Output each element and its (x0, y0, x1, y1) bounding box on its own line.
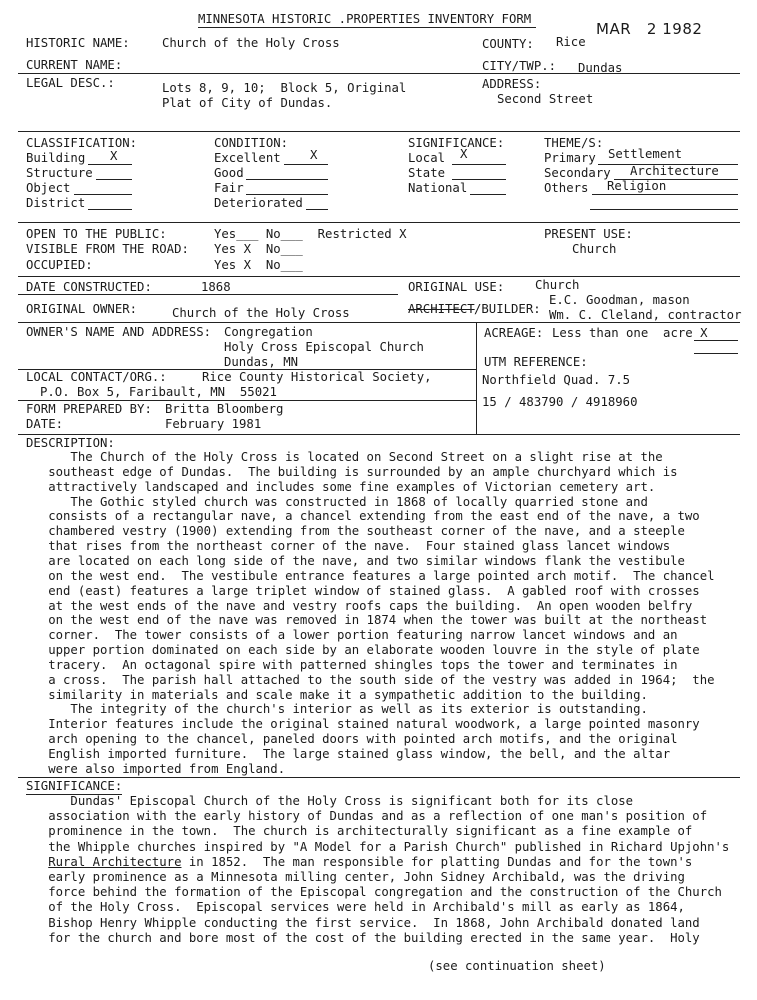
description-line: Interior features include the original stained natural woodwork, a large pointed masonry (26, 717, 700, 732)
occupied-value: Yes X No___ (214, 258, 303, 272)
blank-line (96, 179, 132, 180)
prepared-by-value: Britta Bloomberg (165, 402, 284, 416)
description-line: similarity in materials and scale make it a sympathetic addition to the building. (26, 687, 648, 702)
acreage-value: Less than one acre X (552, 326, 708, 340)
local-contact-line1: Rice County Historical Society, (202, 370, 432, 384)
historic-name-label: HISTORIC NAME: (26, 36, 130, 50)
historic-name-value: Church of the Holy Cross (162, 36, 340, 50)
blank-line (88, 164, 132, 165)
date-constructed-label: DATE CONSTRUCTED: (26, 280, 152, 294)
utm-quad: Northfield Quad. 7.5 (482, 373, 631, 387)
legal-desc-label: LEGAL DESC.: (26, 76, 115, 90)
divider (18, 400, 476, 401)
significance-line: early prominence as a Minnesota milling center, John Sidney Archibald, was the driving (26, 870, 685, 884)
divider (18, 276, 740, 277)
description-line: on the west end of the nave was removed in 1874 when the tower was built at the northeast (26, 613, 708, 628)
description-line: The integrity of the church's interior as well as its exterior is outstanding. (26, 702, 648, 717)
significance-label: SIGNIFICANCE: (26, 779, 123, 793)
secondary-theme-value: Architecture (630, 164, 719, 178)
received-date-stamp: MAR 2 1982 (596, 20, 703, 38)
divider (18, 434, 740, 435)
significance-line: Bishop Henry Whipple conducting the first service. In 1868, John Archibald donated land (26, 915, 700, 930)
deteriorated-label: Deteriorated (214, 196, 303, 210)
blank-line (284, 164, 328, 165)
structure-label: Structure (26, 166, 93, 180)
description-label: DESCRIPTION: (26, 436, 115, 450)
city-value: Dundas (578, 61, 623, 75)
excellent-label: Excellent (214, 151, 281, 165)
fair-label: Fair (214, 181, 244, 195)
original-use-label: ORIGINAL USE: (408, 280, 505, 294)
national-label: National (408, 181, 468, 195)
blank-line (452, 179, 506, 180)
significance-line: Dundas' Episcopal Church of the Holy Cross is significant both for its close (26, 794, 634, 808)
address-value: Second Street (497, 92, 594, 106)
description-line: attractively landscaped and includes some fine examples of Victorian cemetery art. (26, 479, 656, 494)
utm-label: UTM REFERENCE: (484, 355, 588, 369)
owner-line3: Dundas, MN (224, 355, 299, 369)
blank-line (592, 194, 738, 195)
description-line: on the west end. The vestibule entrance features a large pointed arch motif. The chancel (26, 568, 715, 583)
others-label: Others (544, 181, 589, 195)
significance-class-label: SIGNIFICANCE: (408, 136, 505, 150)
legal-desc-line2: Plat of City of Dundas. (162, 96, 333, 110)
prepared-date-value: February 1981 (165, 417, 262, 431)
blank-line (470, 194, 506, 195)
secondary-label: Secondary (544, 166, 611, 180)
owner-line1: Congregation (224, 325, 313, 339)
original-owner-label: ORIGINAL OWNER: (26, 302, 138, 316)
significance-line: prominence in the town. The church is architecturally significant as a fine example of (26, 824, 693, 839)
architect-label-struck: ARCHITECT (408, 302, 475, 316)
significance-line: association with the early history of Dundas and as a reflection of one man's position of (26, 809, 708, 824)
excellent-mark: X (310, 148, 318, 162)
title-underline (198, 27, 536, 28)
divider (18, 294, 398, 295)
builder-line2: Wm. C. Cleland, contractor (549, 308, 742, 322)
description-line: southeast edge of Dundas. The building is surrounded by an ample churchyard which is (26, 464, 678, 479)
open-public-label: OPEN TO THE PUBLIC: (26, 227, 167, 241)
description-line: consists of a rectangular nave, a chancel extending from the east end of the nave, a two (26, 509, 700, 524)
description-line: corner. The tower consists of a lower portion featuring narrow lancet windows and an (26, 628, 678, 643)
open-public-value: Yes___ No___ Restricted X (214, 227, 407, 241)
building-mark: X (110, 149, 118, 163)
divider (18, 322, 740, 323)
prepared-date-label: DATE: (26, 417, 64, 431)
significance-line: Rural Architecture in 1852. The man responsible for platting Dundas and for the town's (48, 854, 693, 869)
utm-coords: 15 / 483790 / 4918960 (482, 395, 638, 409)
county-label: COUNTY: (482, 37, 534, 51)
present-use-label: PRESENT USE: (544, 227, 633, 241)
acreage-label: ACREAGE: (484, 326, 544, 340)
description-line: English imported furniture. The large stained glass window, the bell, and the altar (26, 747, 671, 761)
owner-label: OWNER'S NAME AND ADDRESS: (26, 325, 212, 339)
present-use-value: Church (572, 242, 617, 256)
description-line: are located on each long side of the nave, and two similar windows flank the vestibule (26, 553, 685, 568)
description-line: The Gothic styled church was constructed in 1868 of locally quarried stone and (26, 494, 648, 509)
others-theme-value: Religion (607, 179, 667, 193)
description-line: arch opening to the chancel, paneled doors with pointed arch motifs, and the original (26, 732, 678, 747)
significance-line: the Whipple churches inspired by "A Model for a Parish Church" published in Richard Upjohn's (26, 839, 730, 854)
blank-line (694, 340, 738, 341)
local-mark: X (460, 147, 468, 161)
original-owner-value: Church of the Holy Cross (172, 306, 350, 320)
description-line: chambered vestry (1900) extending from the southeast corner of the nave, and a steeple (26, 524, 685, 539)
blank-line (590, 209, 738, 210)
description-line: were also imported from England. (26, 761, 286, 776)
object-label: Object (26, 181, 71, 195)
legal-desc-line1: Lots 8, 9, 10; Block 5, Original (162, 81, 407, 95)
date-constructed-value: 1868 (201, 280, 231, 294)
divider (18, 73, 740, 74)
blank-line (88, 209, 132, 210)
primary-theme-value: Settlement (608, 147, 683, 161)
divider (18, 222, 740, 223)
original-use-value: Church (535, 278, 580, 292)
local-label: Local (408, 151, 446, 165)
district-label: District (26, 196, 86, 210)
occupied-label: OCCUPIED: (26, 258, 93, 272)
description-line: that rises from the northeast corner of the nave. Four stained glass lancet windows (26, 539, 671, 554)
local-contact-line2: P.O. Box 5, Faribault, MN 55021 (40, 385, 277, 399)
significance-line: for the church and bore most of the cost of the building erected in the same year. Holy (26, 930, 700, 945)
blank-line (694, 353, 738, 354)
divider (18, 131, 740, 132)
blank-line (246, 179, 328, 180)
blank-line (74, 194, 132, 195)
classification-label: CLASSIFICATION: (26, 136, 138, 150)
local-contact-label: LOCAL CONTACT/ORG.: (26, 370, 167, 384)
theme-label: THEME/S: (544, 136, 604, 150)
builder-line1: E.C. Goodman, mason (549, 293, 690, 307)
description-line: end (east) features a large triplet window of stained glass. A gabled roof with crosses (26, 583, 700, 598)
description-line: a cross. The parish hall attached to the south side of the vestry was added in 1964; the (26, 672, 715, 687)
good-label: Good (214, 166, 244, 180)
significance-line: force behind the formation of the Episcopal congregation and the construction of the Church (26, 885, 722, 900)
description-line: tracery. An octagonal spire with patterned shingles tops the tower and terminates in (26, 657, 678, 672)
form-title: MINNESOTA HISTORIC .PROPERTIES INVENTORY FORM (198, 12, 532, 26)
current-name-label: CURRENT NAME: (26, 58, 123, 72)
description-line: upper portion dominated on each side by an elaborate wooden louvre in the style of plate (26, 643, 700, 658)
address-label: ADDRESS: (482, 77, 542, 91)
blank-line (452, 164, 506, 165)
builder-label: /BUILDER: (474, 302, 541, 316)
owner-line2: Holy Cross Episcopal Church (224, 340, 424, 354)
condition-label: CONDITION: (214, 136, 289, 150)
divider (18, 777, 740, 778)
description-line: The Church of the Holy Cross is located on Second Street on a slight rise at the (26, 450, 663, 464)
continuation-note: (see continuation sheet) (428, 959, 606, 973)
description-line: at the west ends of the nave and vestry roofs caps the building. An open wooden belfry (26, 598, 693, 613)
blank-line (306, 209, 328, 210)
visible-road-value: Yes X No___ (214, 242, 303, 256)
county-value: Rice (556, 35, 586, 49)
blank-line (246, 194, 328, 195)
significance-line: of the Holy Cross. Episcopal services were held in Archibald's mill as early as 1864, (26, 900, 685, 915)
city-label: CITY/TWP.: (482, 59, 557, 73)
visible-road-label: VISIBLE FROM THE ROAD: (26, 242, 189, 256)
column-divider (476, 322, 477, 434)
building-label: Building (26, 151, 86, 165)
state-label: State (408, 166, 446, 180)
prepared-by-label: FORM PREPARED BY: (26, 402, 152, 416)
primary-label: Primary (544, 151, 596, 165)
